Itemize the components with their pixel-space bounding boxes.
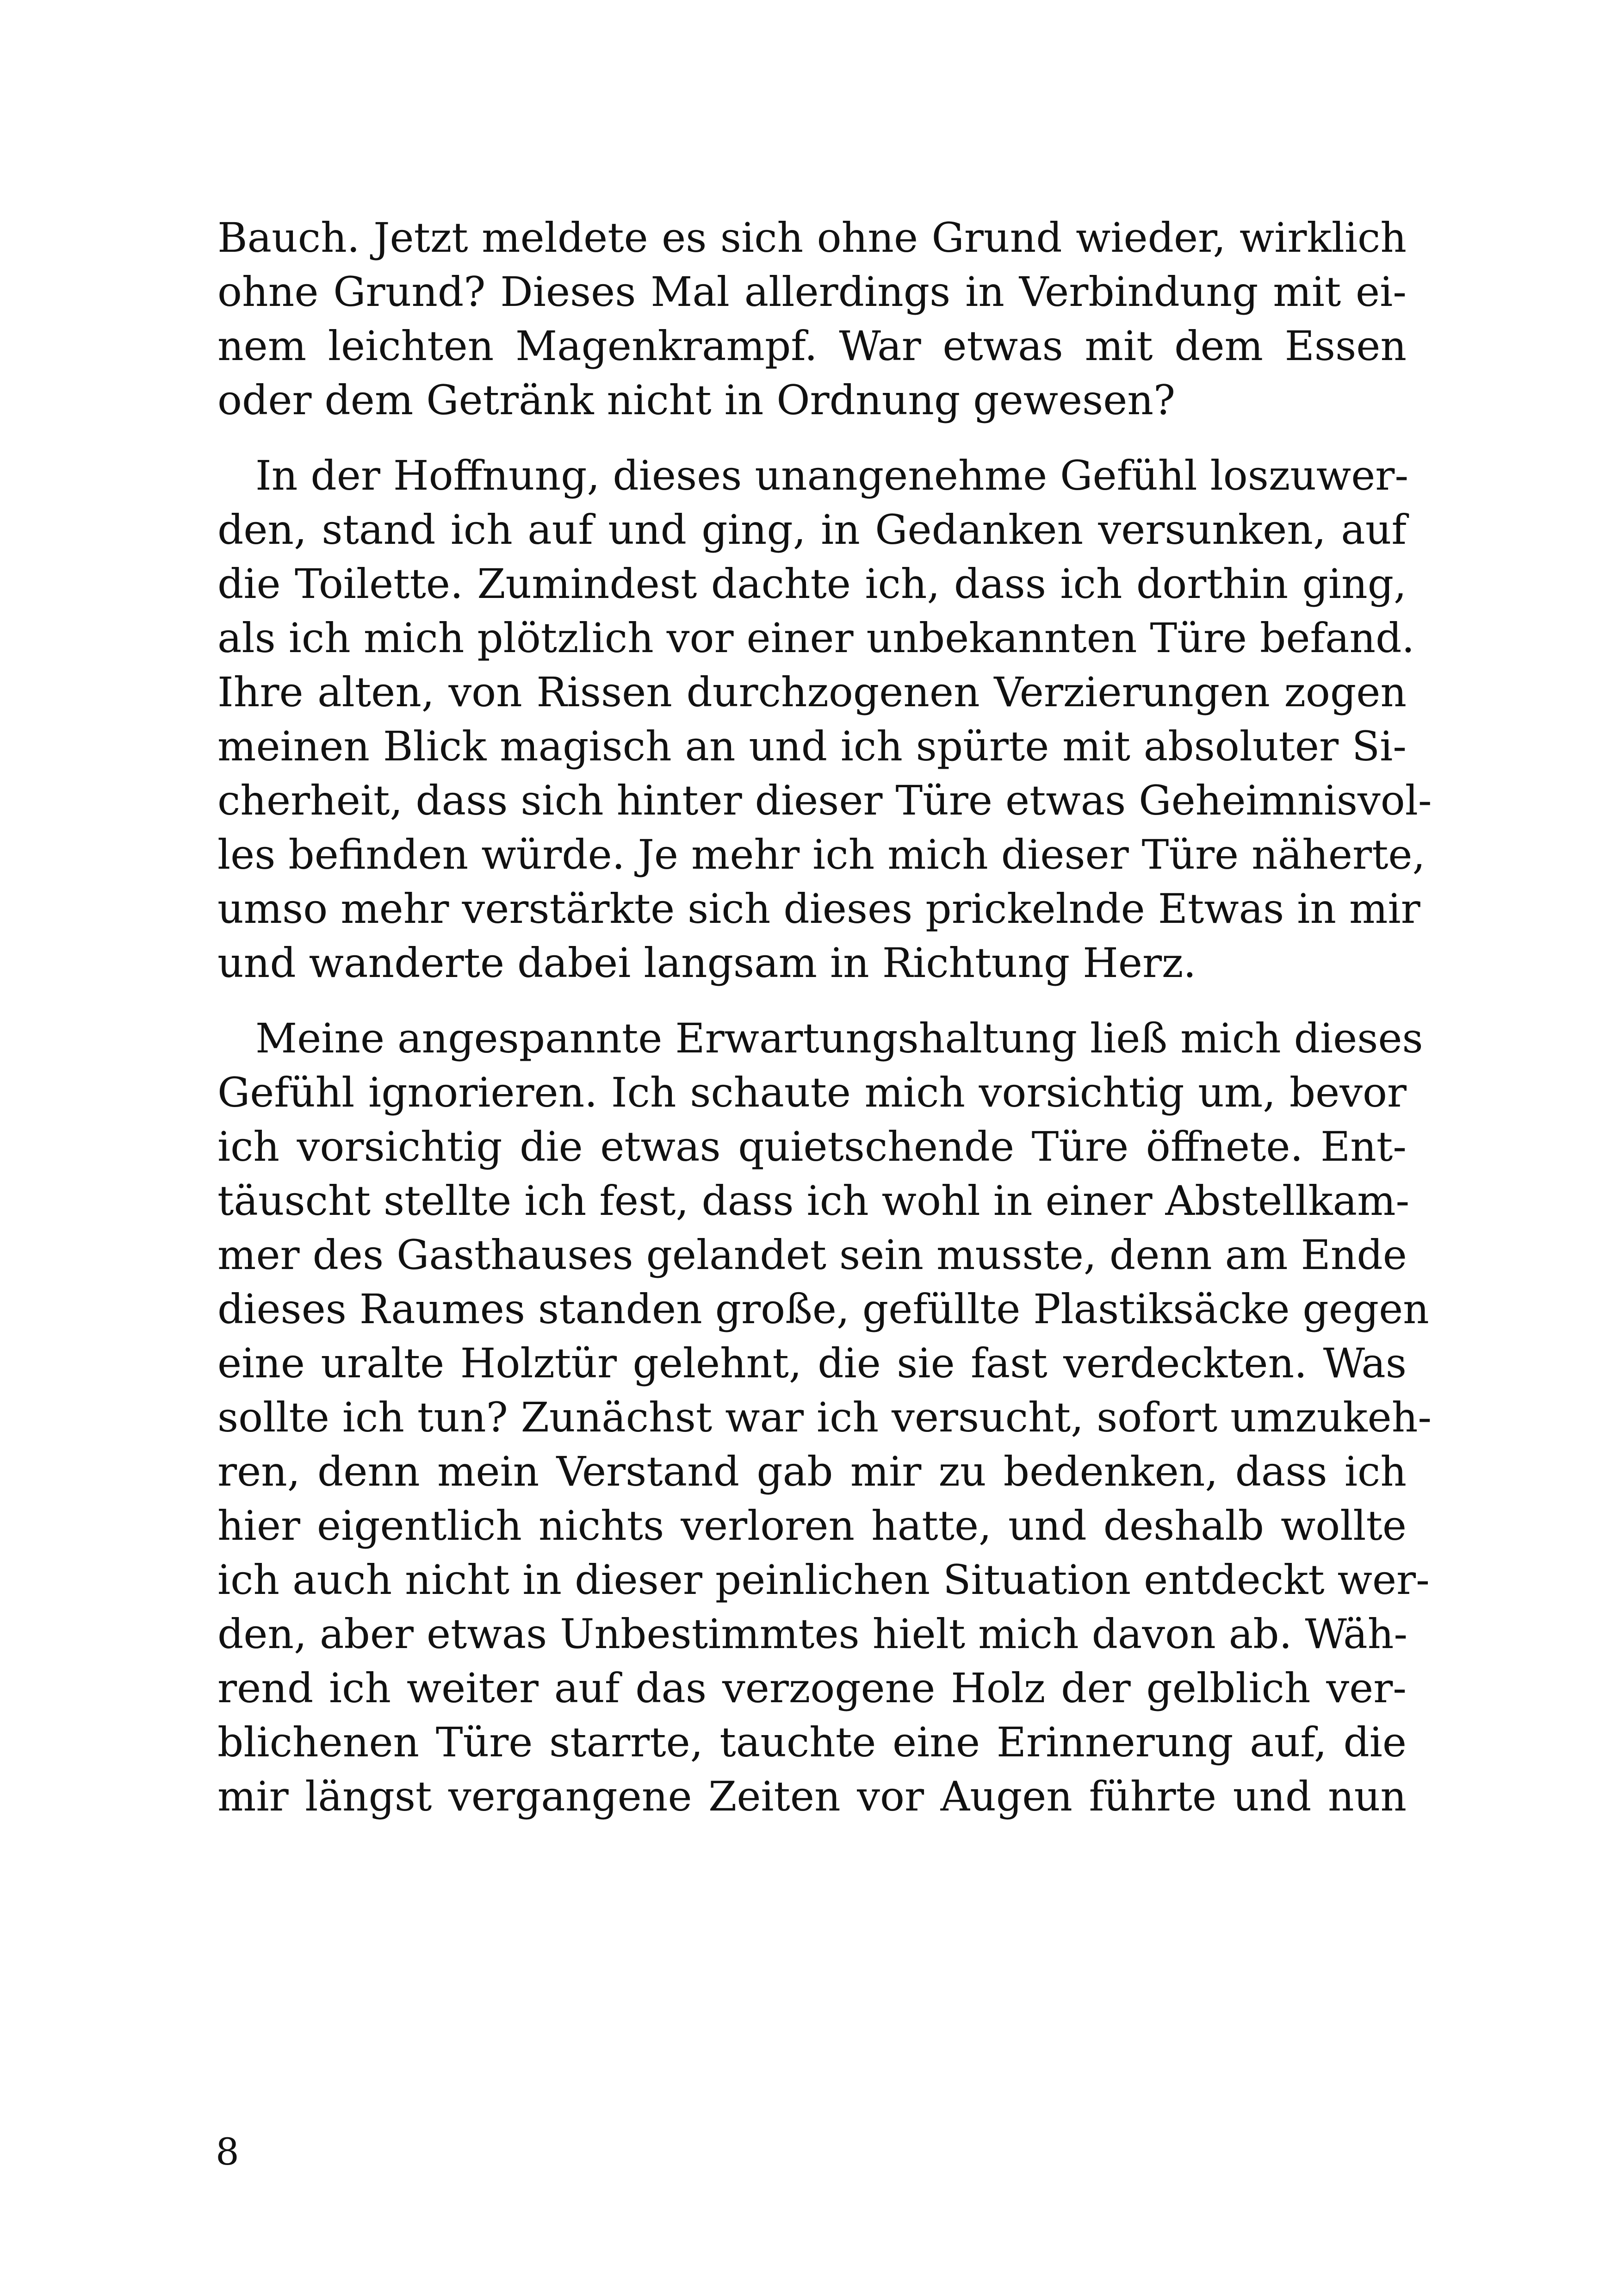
text-line: täuscht stellte ich fest, dass ich wohl in einer Abstellkam- <box>217 1177 1410 1225</box>
text-line: umso mehr verstärkte sich dieses prickelnde Etwas in mir <box>217 885 1420 933</box>
text-line: oder dem Getränk nicht in Ordnung gewesen? <box>217 376 1176 424</box>
text-line: Gefühl ignorieren. Ich schaute mich vorsichtig um, bevor <box>217 1069 1407 1116</box>
text-line: nem leichten Magenkrampf. War etwas mit dem Essen <box>217 322 1407 370</box>
text-line: eine uralte Holztür gelehnt, die sie fast verdeckten. Was <box>217 1339 1407 1387</box>
text-line: ich auch nicht in dieser peinlichen Situation entdeckt wer- <box>217 1556 1430 1604</box>
body-text <box>217 211 1432 1823</box>
text-line: und wanderte dabei langsam in Richtung Herz. <box>217 939 1196 987</box>
text-line: blichenen Türe starrte, tauchte eine Erinnerung auf, die <box>217 1718 1407 1766</box>
text-line: ren, denn mein Verstand gab mir zu bedenken, dass ich <box>217 1448 1407 1495</box>
text-line: dieses Raumes standen große, gefüllte Plastiksäcke gegen <box>217 1285 1429 1333</box>
text-line: sollte ich tun? Zunächst war ich versucht, sofort umzukeh- <box>217 1394 1432 1441</box>
text-line: ich vorsichtig die etwas quietschende Türe öffnete. Ent- <box>217 1123 1407 1170</box>
text-line: Meine angespannte Erwartungshaltung ließ mich dieses <box>255 1014 1423 1062</box>
paragraph-1 <box>217 211 1407 427</box>
text-line: die Toilette. Zumindest dachte ich, dass ich dorthin ging, <box>217 560 1407 608</box>
text-line: les befinden würde. Je mehr ich mich dieser Türe näherte, <box>217 831 1426 878</box>
text-line: cherheit, dass sich hinter dieser Türe etwas Geheimnisvol- <box>217 777 1432 824</box>
text-line: ohne Grund? Dieses Mal allerdings in Verbindung mit ei- <box>217 268 1407 316</box>
text-line: den, aber etwas Unbestimmtes hielt mich davon ab. Wäh- <box>217 1610 1408 1658</box>
text-line: meinen Blick magisch an und ich spürte mit absoluter Si- <box>217 722 1407 770</box>
text-line: In der Hoffnung, dieses unangenehme Gefühl loszuwer- <box>255 452 1409 499</box>
paragraph-3 <box>217 1011 1432 1823</box>
text-line: Ihre alten, von Rissen durchzogenen Verzierungen zogen <box>217 668 1407 716</box>
paragraph-2 <box>217 448 1432 990</box>
text-line: mir längst vergangene Zeiten vor Augen führte und nun <box>217 1773 1407 1820</box>
text-line: rend ich weiter auf das verzogene Holz der gelblich ver- <box>217 1664 1407 1712</box>
text-line: Bauch. Jetzt meldete es sich ohne Grund wieder, wirklich <box>217 214 1407 261</box>
text-line: den, stand ich auf und ging, in Gedanken versunken, auf <box>217 506 1407 554</box>
text-line: hier eigentlich nichts verloren hatte, und deshalb wollte <box>217 1502 1407 1549</box>
text-line: mer des Gasthauses gelandet sein musste, denn am Ende <box>217 1231 1407 1279</box>
text-line: als ich mich plötzlich vor einer unbekannten Türe befand. <box>217 614 1415 662</box>
page-number: 8 <box>216 2130 239 2173</box>
